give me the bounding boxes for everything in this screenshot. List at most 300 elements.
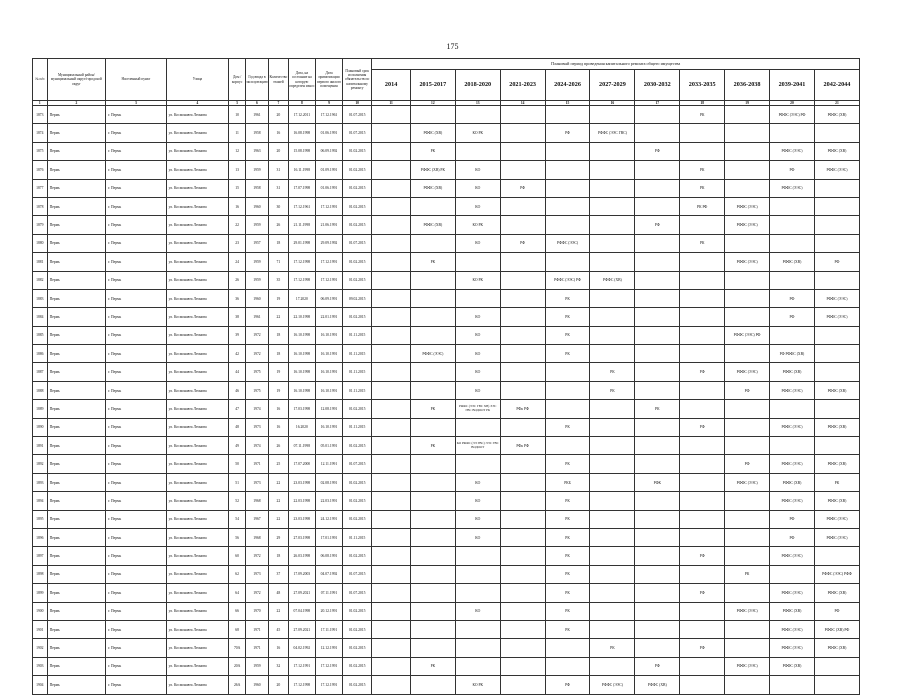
- cell-privatization-date: 16.10.1991: [315, 363, 342, 381]
- cell-municipality: Пермь: [47, 381, 105, 399]
- cell-num: 1904: [33, 676, 48, 694]
- cell-period: [680, 620, 725, 638]
- column-number: 8: [288, 101, 315, 106]
- cell-deadline: 01.11.2015: [343, 381, 372, 399]
- cell-period: [500, 602, 545, 620]
- cell-period: [635, 308, 680, 326]
- cell-num: 1887: [33, 363, 48, 381]
- cell-deadline: 01.02.2015: [343, 492, 372, 510]
- cell-period: [410, 565, 455, 583]
- cell-period: [770, 216, 815, 234]
- cell-settlement: г. Пермь: [106, 492, 167, 510]
- cell-period: РК: [680, 234, 725, 252]
- cell-num: 1882: [33, 271, 48, 289]
- cell-year: 1970: [245, 602, 268, 620]
- cell-year: 1973: [245, 418, 268, 436]
- cell-period: РК: [545, 565, 590, 583]
- cell-floors: 16: [268, 124, 288, 142]
- cell-privatization-date: 06.09.1992: [315, 142, 342, 160]
- cell-floors: 20: [268, 142, 288, 160]
- column-number: 17: [635, 101, 680, 106]
- cell-municipality: Пермь: [47, 216, 105, 234]
- cell-privatization-date: 16.10.1991: [315, 326, 342, 344]
- cell-period: [680, 289, 725, 307]
- cell-period: [410, 271, 455, 289]
- cell-period: [725, 234, 770, 252]
- cell-year: 1968: [245, 492, 268, 510]
- table-row: [33, 216, 860, 234]
- cell-period: РК: [725, 565, 770, 583]
- cell-period: [680, 657, 725, 675]
- cell-municipality: Пермь: [47, 528, 105, 546]
- capital-repair-table: [32, 58, 860, 695]
- cell-period: РФФС (ЭЭС): [770, 179, 815, 197]
- cell-period: [680, 326, 725, 344]
- cell-floors: 18: [268, 326, 288, 344]
- cell-period: РФФС (ЭЭС): [410, 345, 455, 363]
- cell-municipality: Пермь: [47, 326, 105, 344]
- cell-period: [372, 253, 411, 271]
- cell-num: 1883: [33, 289, 48, 307]
- cell-period: [500, 308, 545, 326]
- cell-settlement: г. Пермь: [106, 565, 167, 583]
- cell-condition-date: 16.10.1998: [288, 363, 315, 381]
- table-row: [33, 253, 860, 271]
- cell-street: ул. Космонавта Леонова: [166, 363, 229, 381]
- cell-house: 11: [229, 124, 246, 142]
- cell-street: ул. Космонавта Леонова: [166, 289, 229, 307]
- cell-period: РФ: [770, 161, 815, 179]
- cell-period: РФФС (ЭЭС): [725, 216, 770, 234]
- cell-period: [372, 676, 411, 694]
- cell-period: РФФС (ХВ): [814, 639, 859, 657]
- cell-period: РФ: [545, 676, 590, 694]
- cell-condition-date: 16.08.1998: [288, 124, 315, 142]
- cell-period: [500, 676, 545, 694]
- cell-privatization-date: 12.08.1991: [315, 400, 342, 418]
- cell-period: [635, 289, 680, 307]
- header-house: Дом / корпус: [229, 59, 246, 101]
- cell-period: [590, 400, 635, 418]
- cell-municipality: Пермь: [47, 492, 105, 510]
- cell-settlement: г. Пермь: [106, 161, 167, 179]
- cell-period: [500, 326, 545, 344]
- cell-settlement: г. Пермь: [106, 584, 167, 602]
- cell-period: РФ: [680, 584, 725, 602]
- cell-period: [500, 565, 545, 583]
- cell-house: 16: [229, 197, 246, 215]
- cell-period: РК: [590, 381, 635, 399]
- cell-condition-date: 07.04.1998: [288, 602, 315, 620]
- cell-privatization-date: 07.11.1991: [315, 584, 342, 602]
- cell-settlement: г. Пермь: [106, 400, 167, 418]
- column-number: 14: [500, 101, 545, 106]
- cell-period: [410, 473, 455, 491]
- cell-street: ул. Космонавта Леонова: [166, 584, 229, 602]
- cell-house: 44: [229, 363, 246, 381]
- cell-period: [372, 124, 411, 142]
- cell-year: 1971: [245, 639, 268, 657]
- column-number: 11: [372, 101, 411, 106]
- cell-period: [455, 547, 500, 565]
- table-row: [33, 289, 860, 307]
- cell-municipality: Пермь: [47, 142, 105, 160]
- cell-num: 1884: [33, 308, 48, 326]
- cell-condition-date: 22.10.1998: [288, 308, 315, 326]
- cell-deadline: 01.02.2015: [343, 547, 372, 565]
- cell-period: [680, 676, 725, 694]
- cell-period: [500, 124, 545, 142]
- cell-period: [500, 657, 545, 675]
- cell-privatization-date: 17.11.1991: [315, 620, 342, 638]
- cell-deadline: 01.07.2015: [343, 584, 372, 602]
- cell-period: РФФС (ЭЭС ГВС): [590, 124, 635, 142]
- cell-period: [590, 234, 635, 252]
- cell-floors: 16: [268, 400, 288, 418]
- cell-period: КО: [455, 510, 500, 528]
- cell-period: [680, 308, 725, 326]
- cell-period: [500, 271, 545, 289]
- cell-period: [590, 528, 635, 546]
- cell-period: [680, 437, 725, 455]
- cell-municipality: Пермь: [47, 602, 105, 620]
- cell-period: [410, 492, 455, 510]
- cell-period: [680, 124, 725, 142]
- cell-period: [410, 510, 455, 528]
- cell-period: [590, 565, 635, 583]
- cell-street: ул. Космонавта Леонова: [166, 492, 229, 510]
- cell-period: [680, 565, 725, 583]
- cell-period: [725, 106, 770, 124]
- cell-period: [372, 161, 411, 179]
- cell-deadline: 01.07.2015: [343, 124, 372, 142]
- cell-deadline: 01.02.2015: [343, 620, 372, 638]
- table-row: [33, 106, 860, 124]
- cell-period: [455, 106, 500, 124]
- column-number: 10: [343, 101, 372, 106]
- cell-period: [372, 142, 411, 160]
- table-row: [33, 363, 860, 381]
- page-number: 175: [446, 42, 459, 51]
- cell-house: 10: [229, 106, 246, 124]
- cell-street: ул. Космонавта Леонова: [166, 271, 229, 289]
- cell-period: [635, 161, 680, 179]
- cell-period: [545, 437, 590, 455]
- cell-num: 1879: [33, 216, 48, 234]
- column-number: 16: [590, 101, 635, 106]
- cell-municipality: Пермь: [47, 620, 105, 638]
- cell-num: 1877: [33, 179, 48, 197]
- cell-period: [545, 363, 590, 381]
- cell-period: [590, 253, 635, 271]
- cell-period: [635, 528, 680, 546]
- cell-settlement: г. Пермь: [106, 639, 167, 657]
- cell-period: [814, 326, 859, 344]
- table-row: [33, 528, 860, 546]
- cell-deadline: 01.02.2015: [343, 657, 372, 675]
- cell-house: 23: [229, 234, 246, 252]
- cell-period: РФ: [500, 179, 545, 197]
- cell-settlement: г. Пермь: [106, 528, 167, 546]
- cell-period: [372, 345, 411, 363]
- cell-period: РФФС (ЭЭС): [545, 234, 590, 252]
- cell-year: 1973: [245, 565, 268, 583]
- cell-house: 54: [229, 510, 246, 528]
- table-row: [33, 510, 860, 528]
- cell-num: 1899: [33, 584, 48, 602]
- header-period: 2015-2017: [410, 70, 455, 101]
- cell-period: [590, 602, 635, 620]
- cell-condition-date: 17.12.1961: [288, 197, 315, 215]
- cell-street: ул. Космонавта Леонова: [166, 308, 229, 326]
- cell-period: РК: [590, 639, 635, 657]
- column-number: 6: [245, 101, 268, 106]
- cell-settlement: г. Пермь: [106, 602, 167, 620]
- cell-house: 48: [229, 418, 246, 436]
- cell-deadline: 09.02.2015: [343, 289, 372, 307]
- cell-period: [635, 197, 680, 215]
- cell-settlement: г. Пермь: [106, 381, 167, 399]
- cell-street: ул. Космонавта Леонова: [166, 400, 229, 418]
- cell-year: 1971: [245, 620, 268, 638]
- cell-period: РФФС (ХВ) РК: [410, 161, 455, 179]
- cell-floors: 71: [268, 253, 288, 271]
- table-row: [33, 234, 860, 252]
- cell-period: [500, 584, 545, 602]
- cell-num: 1894: [33, 492, 48, 510]
- cell-municipality: Пермь: [47, 473, 105, 491]
- cell-street: ул. Космонавта Леонова: [166, 253, 229, 271]
- cell-period: [372, 639, 411, 657]
- cell-street: ул. Космонавта Леонова: [166, 216, 229, 234]
- cell-year: 1967: [245, 510, 268, 528]
- cell-municipality: Пермь: [47, 363, 105, 381]
- cell-period: [500, 639, 545, 657]
- cell-street: ул. Космонавта Леонова: [166, 676, 229, 694]
- cell-period: [545, 161, 590, 179]
- header-period: 2027-2029: [590, 70, 635, 101]
- header-period: 2018-2020: [455, 70, 500, 101]
- cell-period: РК: [545, 602, 590, 620]
- header-period: 2039-2041: [770, 70, 815, 101]
- cell-period: РК: [410, 142, 455, 160]
- cell-period: РФФС (ХВ): [770, 473, 815, 491]
- column-number: 7: [268, 101, 288, 106]
- cell-period: [680, 473, 725, 491]
- cell-period: [680, 455, 725, 473]
- table-row: [33, 418, 860, 436]
- cell-condition-date: 27.03.1998: [288, 528, 315, 546]
- cell-municipality: Пермь: [47, 179, 105, 197]
- cell-num: 1903: [33, 657, 48, 675]
- cell-period: [635, 381, 680, 399]
- cell-settlement: г. Пермь: [106, 271, 167, 289]
- cell-floors: 20: [268, 676, 288, 694]
- cell-year: 1975: [245, 381, 268, 399]
- cell-period: РФ: [545, 124, 590, 142]
- header-settlement: Населенный пункт: [106, 59, 167, 101]
- cell-period: [455, 142, 500, 160]
- cell-period: [410, 326, 455, 344]
- column-number: 18: [680, 101, 725, 106]
- cell-deadline: 01.02.2015: [343, 400, 372, 418]
- cell-privatization-date: 16.10.1991: [315, 418, 342, 436]
- cell-condition-date: 17.07.1998: [288, 179, 315, 197]
- cell-period: [372, 234, 411, 252]
- cell-condition-date: 17.09.2003: [288, 565, 315, 583]
- cell-period: [410, 363, 455, 381]
- cell-period: КО: [455, 161, 500, 179]
- cell-period: [814, 197, 859, 215]
- cell-period: [372, 657, 411, 675]
- cell-period: [725, 345, 770, 363]
- cell-house: 26: [229, 271, 246, 289]
- cell-period: [635, 106, 680, 124]
- cell-period: РК: [545, 418, 590, 436]
- cell-num: 1897: [33, 547, 48, 565]
- cell-period: РФ: [680, 639, 725, 657]
- table-row: [33, 639, 860, 657]
- cell-period: РФФС (ЭЭС): [814, 289, 859, 307]
- cell-period: [410, 547, 455, 565]
- cell-period: [635, 363, 680, 381]
- cell-period: [372, 620, 411, 638]
- column-number: 1: [33, 101, 48, 106]
- cell-condition-date: 26.03.1998: [288, 547, 315, 565]
- cell-period: [372, 106, 411, 124]
- cell-period: КО РК: [455, 124, 500, 142]
- cell-settlement: г. Пермь: [106, 216, 167, 234]
- cell-period: [410, 455, 455, 473]
- cell-period: [372, 510, 411, 528]
- cell-privatization-date: 17.01.1991: [315, 528, 342, 546]
- cell-period: [500, 492, 545, 510]
- cell-period: РК РФ: [680, 197, 725, 215]
- cell-period: [545, 216, 590, 234]
- cell-num: 1892: [33, 455, 48, 473]
- cell-period: [725, 437, 770, 455]
- table-row: [33, 602, 860, 620]
- cell-deadline: 01.07.2015: [343, 455, 372, 473]
- cell-period: РФ: [770, 528, 815, 546]
- cell-num: 1880: [33, 234, 48, 252]
- cell-period: [814, 657, 859, 675]
- cell-deadline: 01.11.2015: [343, 418, 372, 436]
- cell-period: РК: [545, 455, 590, 473]
- cell-house: 47: [229, 400, 246, 418]
- cell-period: [410, 639, 455, 657]
- cell-period: КО РФФС (ЭЭ ГВС) ЭЭС ГВС ВОДООТ: [455, 437, 500, 455]
- cell-year: 1963: [245, 142, 268, 160]
- cell-period: [635, 326, 680, 344]
- cell-period: [725, 142, 770, 160]
- cell-period: [680, 510, 725, 528]
- cell-year: 1959: [245, 253, 268, 271]
- cell-period: [725, 584, 770, 602]
- cell-period: [814, 363, 859, 381]
- cell-privatization-date: 05.01.1991: [315, 437, 342, 455]
- cell-period: КО РК: [455, 676, 500, 694]
- cell-period: РФФС (ХВ) РФ: [814, 620, 859, 638]
- cell-period: [814, 216, 859, 234]
- cell-period: [410, 381, 455, 399]
- header-planned-period: Плановый период проведения капитального ремонта общего имущества: [372, 59, 860, 70]
- cell-period: РФ: [680, 363, 725, 381]
- cell-street: ул. Космонавта Леонова: [166, 124, 229, 142]
- cell-period: РФФС (ЭЭС): [725, 253, 770, 271]
- cell-period: [455, 657, 500, 675]
- cell-period: КО РК: [455, 271, 500, 289]
- table-row: [33, 381, 860, 399]
- cell-floors: 35: [268, 271, 288, 289]
- cell-period: [590, 289, 635, 307]
- cell-condition-date: 21.11.1998: [288, 216, 315, 234]
- cell-house: 38: [229, 308, 246, 326]
- cell-settlement: г. Пермь: [106, 234, 167, 252]
- cell-period: [500, 620, 545, 638]
- cell-municipality: Пермь: [47, 418, 105, 436]
- cell-settlement: г. Пермь: [106, 308, 167, 326]
- cell-floors: 32: [268, 657, 288, 675]
- cell-period: [372, 216, 411, 234]
- cell-house: 12: [229, 142, 246, 160]
- cell-period: [635, 345, 680, 363]
- cell-floors: 26: [268, 216, 288, 234]
- cell-year: 1961: [245, 308, 268, 326]
- cell-condition-date: 22.03.1998: [288, 492, 315, 510]
- cell-street: ул. Космонавта Леонова: [166, 639, 229, 657]
- cell-period: РК: [545, 584, 590, 602]
- cell-deadline: 01.11.2015: [343, 326, 372, 344]
- cell-year: 1960: [245, 676, 268, 694]
- cell-floors: 37: [268, 565, 288, 583]
- cell-house: 20А: [229, 657, 246, 675]
- cell-condition-date: 17.12.1998: [288, 271, 315, 289]
- cell-house: 70А: [229, 639, 246, 657]
- table-row: [33, 179, 860, 197]
- cell-period: [814, 124, 859, 142]
- cell-privatization-date: 02.08.1991: [315, 473, 342, 491]
- cell-privatization-date: 17.12.1991: [315, 676, 342, 694]
- cell-street: ул. Космонавта Леонова: [166, 455, 229, 473]
- cell-period: [590, 216, 635, 234]
- cell-period: [410, 308, 455, 326]
- cell-settlement: г. Пермь: [106, 124, 167, 142]
- cell-period: [590, 547, 635, 565]
- cell-period: РФФС (ЭЭС): [814, 510, 859, 528]
- cell-house: 68: [229, 620, 246, 638]
- cell-period: [590, 142, 635, 160]
- cell-privatization-date: 06.08.1991: [315, 547, 342, 565]
- cell-period: РК: [680, 179, 725, 197]
- cell-street: ул. Космонавта Леонова: [166, 326, 229, 344]
- cell-num: 1873: [33, 106, 48, 124]
- cell-period: [635, 584, 680, 602]
- cell-condition-date: 16.11.1998: [288, 161, 315, 179]
- cell-street: ул. Космонавта Леонова: [166, 418, 229, 436]
- cell-period: РФ: [635, 657, 680, 675]
- cell-period: [372, 602, 411, 620]
- cell-period: РК: [545, 308, 590, 326]
- cell-municipality: Пермь: [47, 547, 105, 565]
- cell-period: [590, 418, 635, 436]
- cell-period: [814, 437, 859, 455]
- cell-street: ул. Космонавта Леонова: [166, 106, 229, 124]
- cell-period: [725, 492, 770, 510]
- cell-privatization-date: 01.06.1991: [315, 179, 342, 197]
- cell-period: [372, 363, 411, 381]
- cell-street: ул. Космонавта Леонова: [166, 234, 229, 252]
